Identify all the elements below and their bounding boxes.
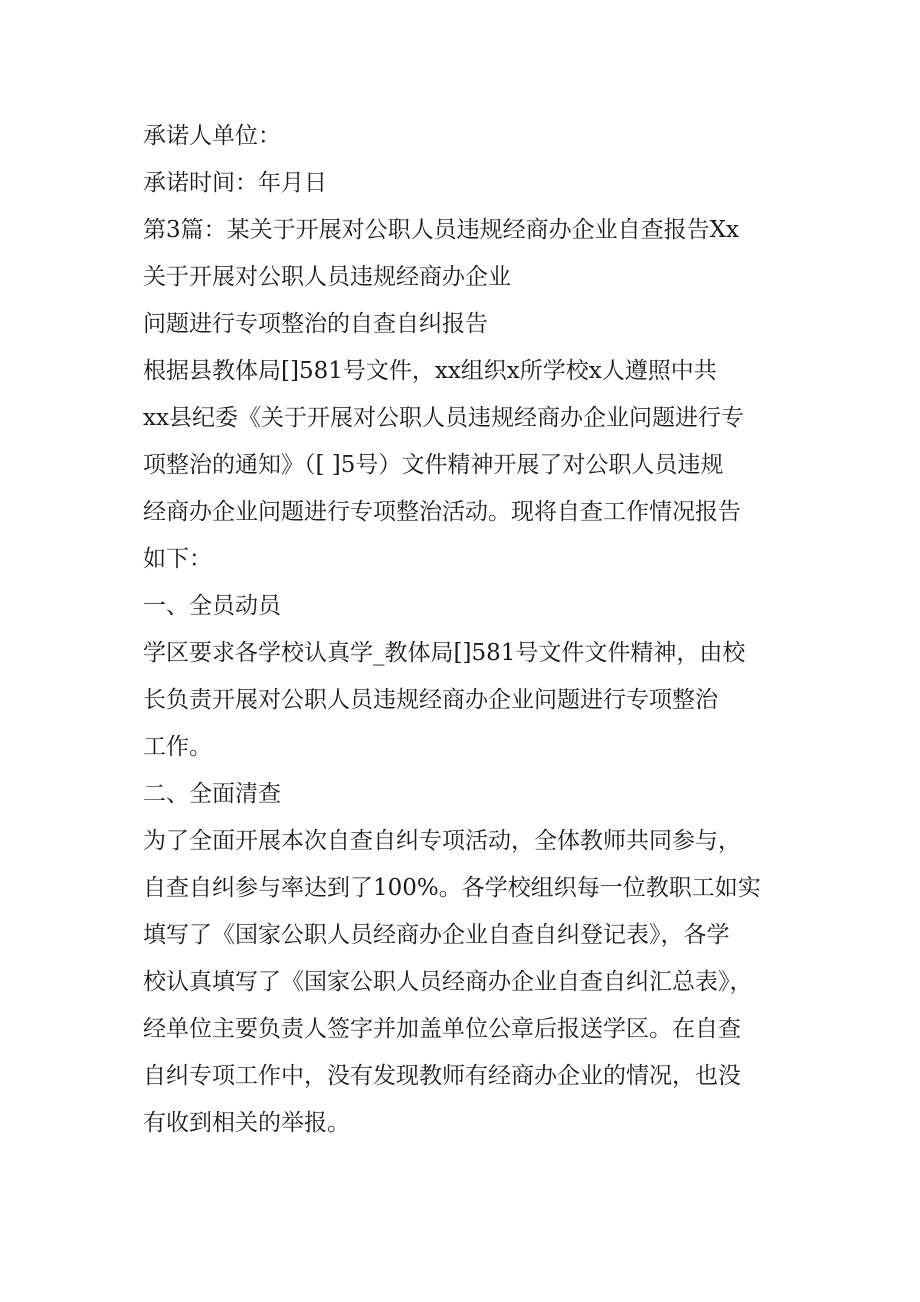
report-title-line-2: 问题进行专项整治的自查自纠报告 <box>143 311 488 337</box>
report-title-line-1: 关于开展对公职人员违规经商办企业 <box>143 264 511 290</box>
body-text-line: 工作。 <box>143 734 212 760</box>
body-text-line: 校认真填写了《国家公职人员经商办企业自查自纠汇总表》， <box>143 969 753 995</box>
section-heading-line: 第3篇：某关于开展对公职人员违规经商办企业自查报告Xx <box>143 217 739 243</box>
body-text-line: 有收到相关的举报。 <box>143 1110 350 1136</box>
body-text-line: 长负责开展对公职人员违规经商办企业问题进行专项整治 <box>143 687 718 713</box>
body-text-line: 填写了《国家公职人员经商办企业自查自纠登记表》，各学 <box>143 922 730 948</box>
pledger-unit-line: 承诺人单位： <box>143 123 281 149</box>
body-text-line: 学区要求各学校认真学_教体局[]581号文件文件精神，由校 <box>143 640 746 666</box>
body-text-line: xx县纪委《关于开展对公职人员违规经商办企业问题进行专 <box>143 405 744 431</box>
body-text-line: 根据县教体局[]581号文件，xx组织x所学校x人遵照中共 <box>143 358 717 384</box>
pledge-date-line: 承诺时间：年月日 <box>143 170 327 196</box>
document-body <box>143 113 783 1147</box>
body-text-line: 经商办企业问题进行专项整治活动。现将自查工作情况报告 <box>143 499 741 525</box>
body-text-line: 经单位主要负责人签字并加盖单位公章后报送学区。在自查 <box>143 1016 741 1042</box>
subheading-inspection: 二、全面清查 <box>143 781 281 807</box>
body-text-line: 自纠专项工作中，没有发现教师有经商办企业的情况，也没 <box>143 1063 741 1089</box>
body-text-line: 自查自纠参与率达到了100%。各学校组织每一位教职工如实 <box>143 875 761 901</box>
body-text-line: 如下： <box>143 546 212 572</box>
body-text-line: 项整治的通知》（[ ]5号）文件精神开展了对公职人员违规 <box>143 452 724 478</box>
subheading-mobilization: 一、全员动员 <box>143 593 281 619</box>
body-text-line: 为了全面开展本次自查自纠专项活动，全体教师共同参与， <box>143 828 741 854</box>
